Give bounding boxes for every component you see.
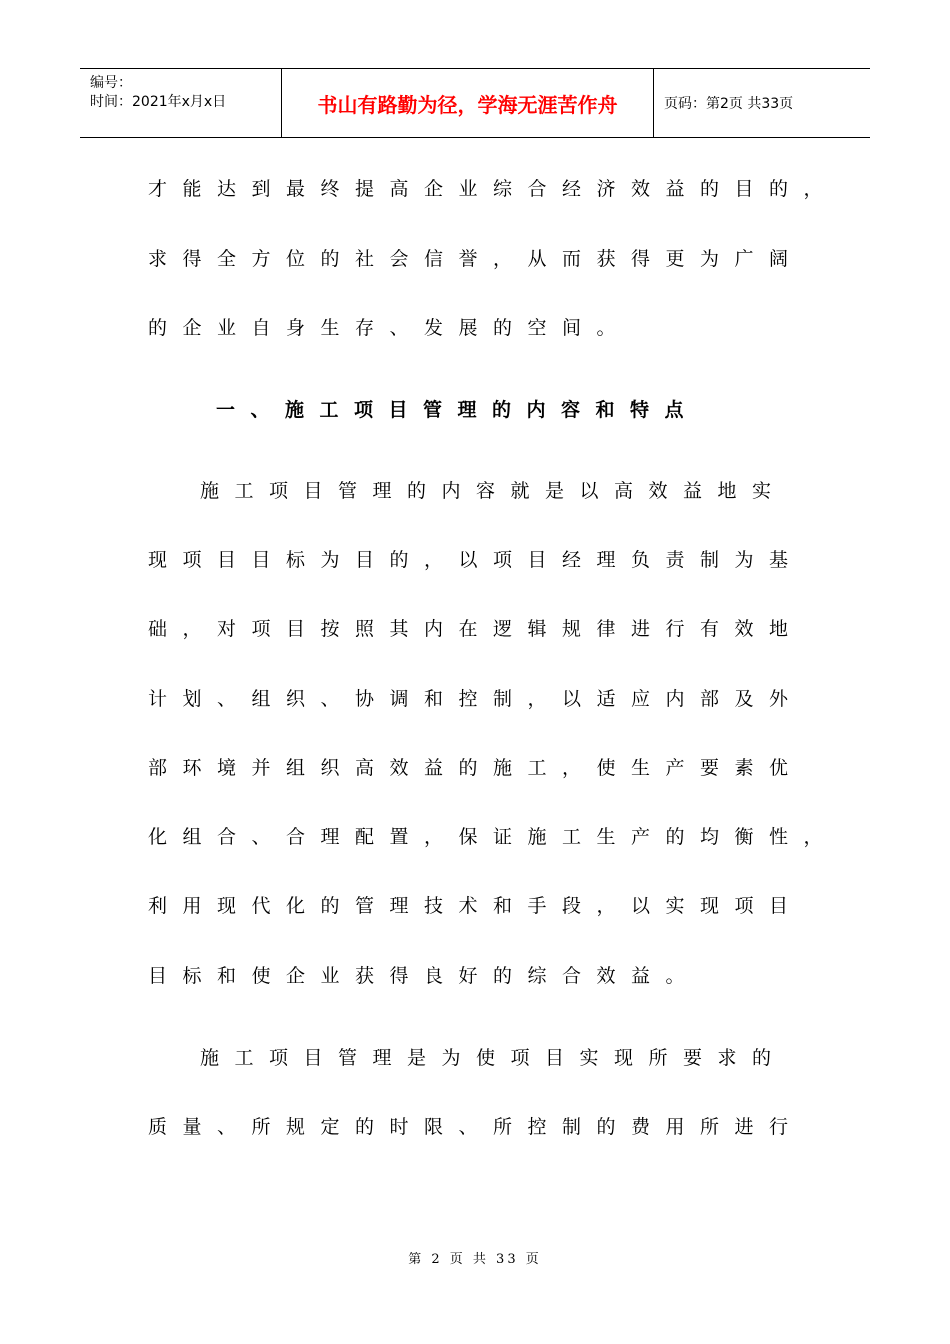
text-line: 的企业自身生存、发展的空间。 bbox=[148, 317, 632, 339]
text-line: 计划、组织、协调和控制，以适应内部及外 bbox=[148, 688, 804, 710]
text-line: 施工项目管理的内容就是以高效益地实 bbox=[200, 480, 787, 502]
header-motto-cell bbox=[282, 69, 654, 137]
text-line: 才能达到最终提高企业综合经济效益的目的， bbox=[148, 178, 839, 200]
text-line: 目标和使企业获得良好的综合效益。 bbox=[148, 965, 701, 987]
text-line: 础，对项目按照其内在逻辑规律进行有效地 bbox=[148, 618, 804, 640]
text-line: 求得全方位的社会信誉，从而获得更为广阔 bbox=[148, 248, 804, 270]
text-line: 施工项目管理是为使项目实现所要求的 bbox=[200, 1047, 787, 1069]
motto-text: 书山有路勤为径，学海无涯苦作舟 bbox=[317, 93, 618, 117]
text-line: 部环境并组织高效益的施工，使生产要素优 bbox=[148, 757, 804, 779]
number-label: 编号： bbox=[90, 75, 132, 91]
page-footer: 第 2 页 共 33 页 bbox=[408, 1252, 542, 1267]
text-line: 现项目目标为目的，以项目经理负责制为基 bbox=[148, 549, 804, 571]
time-label: 时间：2021年x月x日 bbox=[90, 94, 227, 110]
document-header bbox=[80, 68, 870, 138]
text-line: 质量、所规定的时限、所控制的费用所进行 bbox=[148, 1116, 804, 1138]
page-info: 页码：第2页 共33页 bbox=[664, 96, 794, 112]
section-heading: 一、施工项目管理的内容和特点 bbox=[216, 399, 700, 421]
text-line: 利用现代化的管理技术和手段，以实现项目 bbox=[148, 895, 804, 917]
header-meta-cell bbox=[80, 69, 282, 137]
text-line: 化组合、合理配置，保证施工生产的均衡性， bbox=[148, 826, 839, 848]
